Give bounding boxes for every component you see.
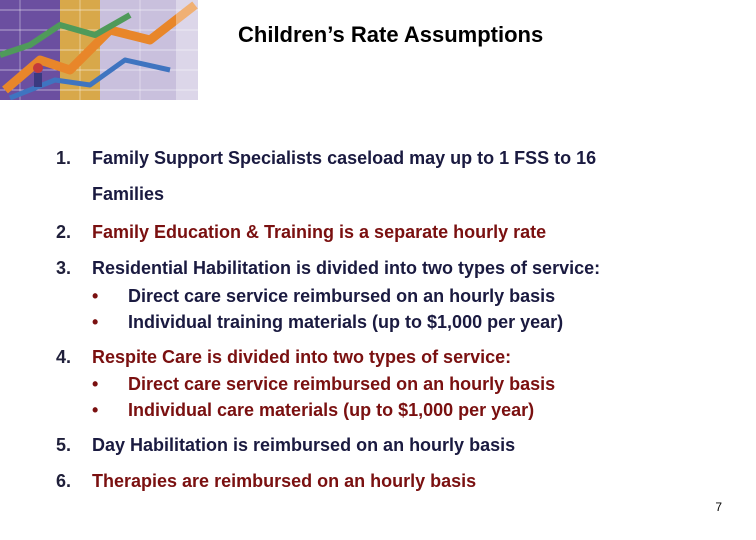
- bullet-glyph: •: [92, 400, 99, 420]
- item-text: Therapies are reimbursed on an hourly basis: [92, 471, 477, 491]
- bullet-glyph: •: [92, 286, 99, 306]
- bullet-glyph: •: [92, 312, 99, 332]
- item-text: Day Habilitation is reimbursed on an hourly basis: [92, 435, 516, 455]
- item-text: Family Support Specialists caseload may up to 1 FSS to 16: [92, 148, 597, 168]
- sub-bullet-text: Individual care materials (up to $1,000 per year): [128, 400, 535, 420]
- item-text: Residential Habilitation is divided into two types of service:: [92, 258, 601, 278]
- header-illustration: [0, 0, 198, 100]
- sub-bullet-text: Individual training materials (up to $1,000 per year): [128, 312, 564, 332]
- item-number: 4.: [56, 347, 72, 367]
- item-text-continued: Families: [92, 184, 165, 204]
- sub-bullet-text: Direct care service reimbursed on an hourly basis: [128, 286, 556, 306]
- sub-bullet-text: Direct care service reimbursed on an hourly basis: [128, 374, 556, 394]
- bullet-glyph: •: [92, 374, 99, 394]
- item-number: 3.: [56, 258, 72, 278]
- page-number: 7: [715, 500, 722, 514]
- item-text: Respite Care is divided into two types of service:: [92, 347, 512, 367]
- item-number: 1.: [56, 148, 72, 168]
- item-number: 5.: [56, 435, 72, 455]
- page-title: Children’s Rate Assumptions: [238, 22, 544, 47]
- item-text: Family Education & Training is a separate hourly rate: [92, 222, 547, 242]
- item-number: 2.: [56, 222, 72, 242]
- item-number: 6.: [56, 471, 72, 491]
